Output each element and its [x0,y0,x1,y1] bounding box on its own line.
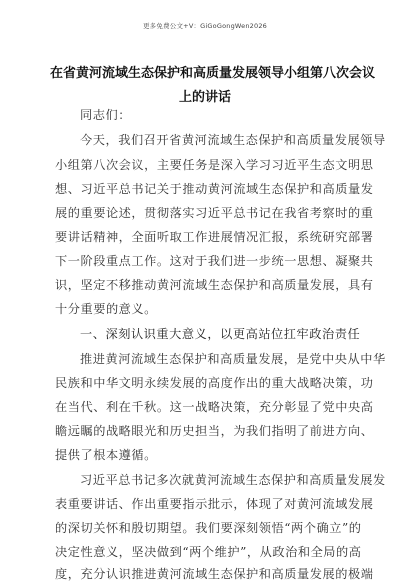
salutation: 同志们： [80,108,131,122]
paragraph-line: 度，充分认识推进黄河流域生态保护和高质量发展的极端 [55,567,374,581]
paragraph-line: 识，坚定不移推动黄河流域生态保护和高质量发展，具有 [55,278,374,292]
paragraph-line: 十分重要的意义。 [55,302,157,316]
section-heading: 一、深刻认识重大意义，以更高站位扛牢政治责任 [80,327,361,341]
header-note: 更多免费公文+V：GiGoGongWen2026 [142,22,267,30]
paragraph-line: 民族和中华文明永续发展的高度作出的重大战略决策，功 [55,376,374,390]
paragraph-line: 要讲话精神，全面听取工作进展情况汇报，系统研究部署 [55,230,374,244]
paragraph-line: 瞻远瞩的战略眼光和历史担当，为我们指明了前进方向、 [55,424,374,438]
paragraph-line: 小组第八次会议，主要任务是深入学习习近平生态文明思 [55,158,374,172]
paragraph-line: 今天，我们召开省黄河流域生态保护和高质量发展领导 [80,133,386,147]
paragraph-line: 在当代、利在千秋。这一战略决策，充分彰显了党中央高 [55,400,374,414]
paragraph-line: 表重要讲话、作出重要指示批示，体现了对黄河流域发展 [55,497,374,511]
paragraph-line: 决定性意义，坚决做到“两个维护”，从政治和全局的高 [55,545,362,559]
paragraph-line: 提供了根本遵循。 [55,448,157,462]
paragraph-line: 展的重要论述，贯彻落实习近平总书记在我省考察时的重 [55,206,374,220]
paragraph-line: 习近平总书记多次就黄河流域生态保护和高质量发展发 [80,473,386,487]
document-title-line-1: 在省黄河流域生态保护和高质量发展领导小组第八次会议 [50,66,376,81]
paragraph-line: 想、习近平总书记关于推动黄河流域生态保护和高质量发 [55,182,374,196]
paragraph-line: 推进黄河流域生态保护和高质量发展，是党中央从中华 [80,352,386,366]
paragraph-line: 下一阶段重点工作。这对于我们进一步统一思想、凝聚共 [55,254,374,268]
document-title-line-2: 上的讲话 [178,90,231,105]
paragraph-line: 的深切关怀和殷切期望。我们要深刻领悟“两个确立”的 [55,521,362,535]
